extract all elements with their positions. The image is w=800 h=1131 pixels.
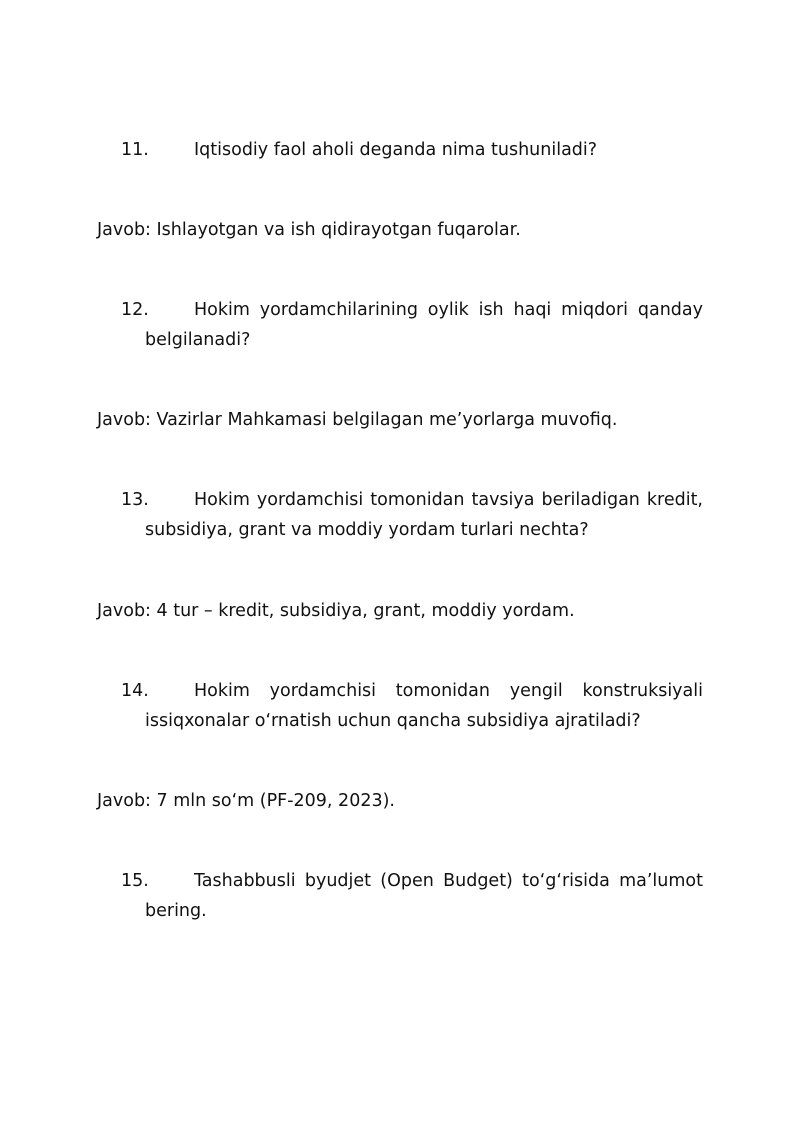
question-text-continued: belgilanadi?	[145, 330, 251, 350]
question-12	[121, 295, 703, 355]
question-13-line-1	[121, 485, 703, 515]
answer-11: Javob: Ishlayotgan va ish qidirayotgan fuqarolar.	[97, 220, 521, 240]
question-number: 15.	[121, 871, 149, 891]
question-text-continued: issiqxonalar o‘rnatish uchun qancha subsidiya ajratiladi?	[145, 711, 641, 731]
question-text: Iqtisodiy faol aholi deganda nima tushuniladi?	[194, 140, 598, 160]
question-text: Hokim yordamchisi tomonidan tavsiya beriladigan kredit,	[194, 490, 703, 510]
question-15	[121, 866, 703, 926]
question-number: 11.	[121, 140, 149, 160]
answer-12: Javob: Vazirlar Mahkamasi belgilagan me’yorlarga muvofiq.	[97, 410, 618, 430]
question-number: 12.	[121, 300, 149, 320]
question-text: Hokim yordamchisi tomonidan yengil konstruksiyali	[194, 681, 703, 701]
question-text-continued: subsidiya, grant va moddiy yordam turlari nechta?	[145, 520, 589, 540]
question-text: Tashabbusli byudjet (Open Budget) to‘g‘risida ma’lumot	[194, 871, 703, 891]
question-text-continued: bering.	[145, 901, 207, 921]
question-14-line-1	[121, 676, 703, 706]
question-12-line-1	[121, 295, 703, 325]
question-14	[121, 676, 703, 736]
answer-14: Javob: 7 mln so‘m (PF-209, 2023).	[97, 791, 395, 811]
question-13	[121, 485, 703, 545]
question-number: 13.	[121, 490, 149, 510]
question-11-line-1	[121, 135, 703, 165]
question-text: Hokim yordamchilarining oylik ish haqi miqdori qanday	[194, 300, 703, 320]
answer-13: Javob: 4 tur – kredit, subsidiya, grant, moddiy yordam.	[97, 601, 575, 621]
question-11	[121, 135, 703, 165]
question-15-line-1	[121, 866, 703, 896]
question-number: 14.	[121, 681, 149, 701]
